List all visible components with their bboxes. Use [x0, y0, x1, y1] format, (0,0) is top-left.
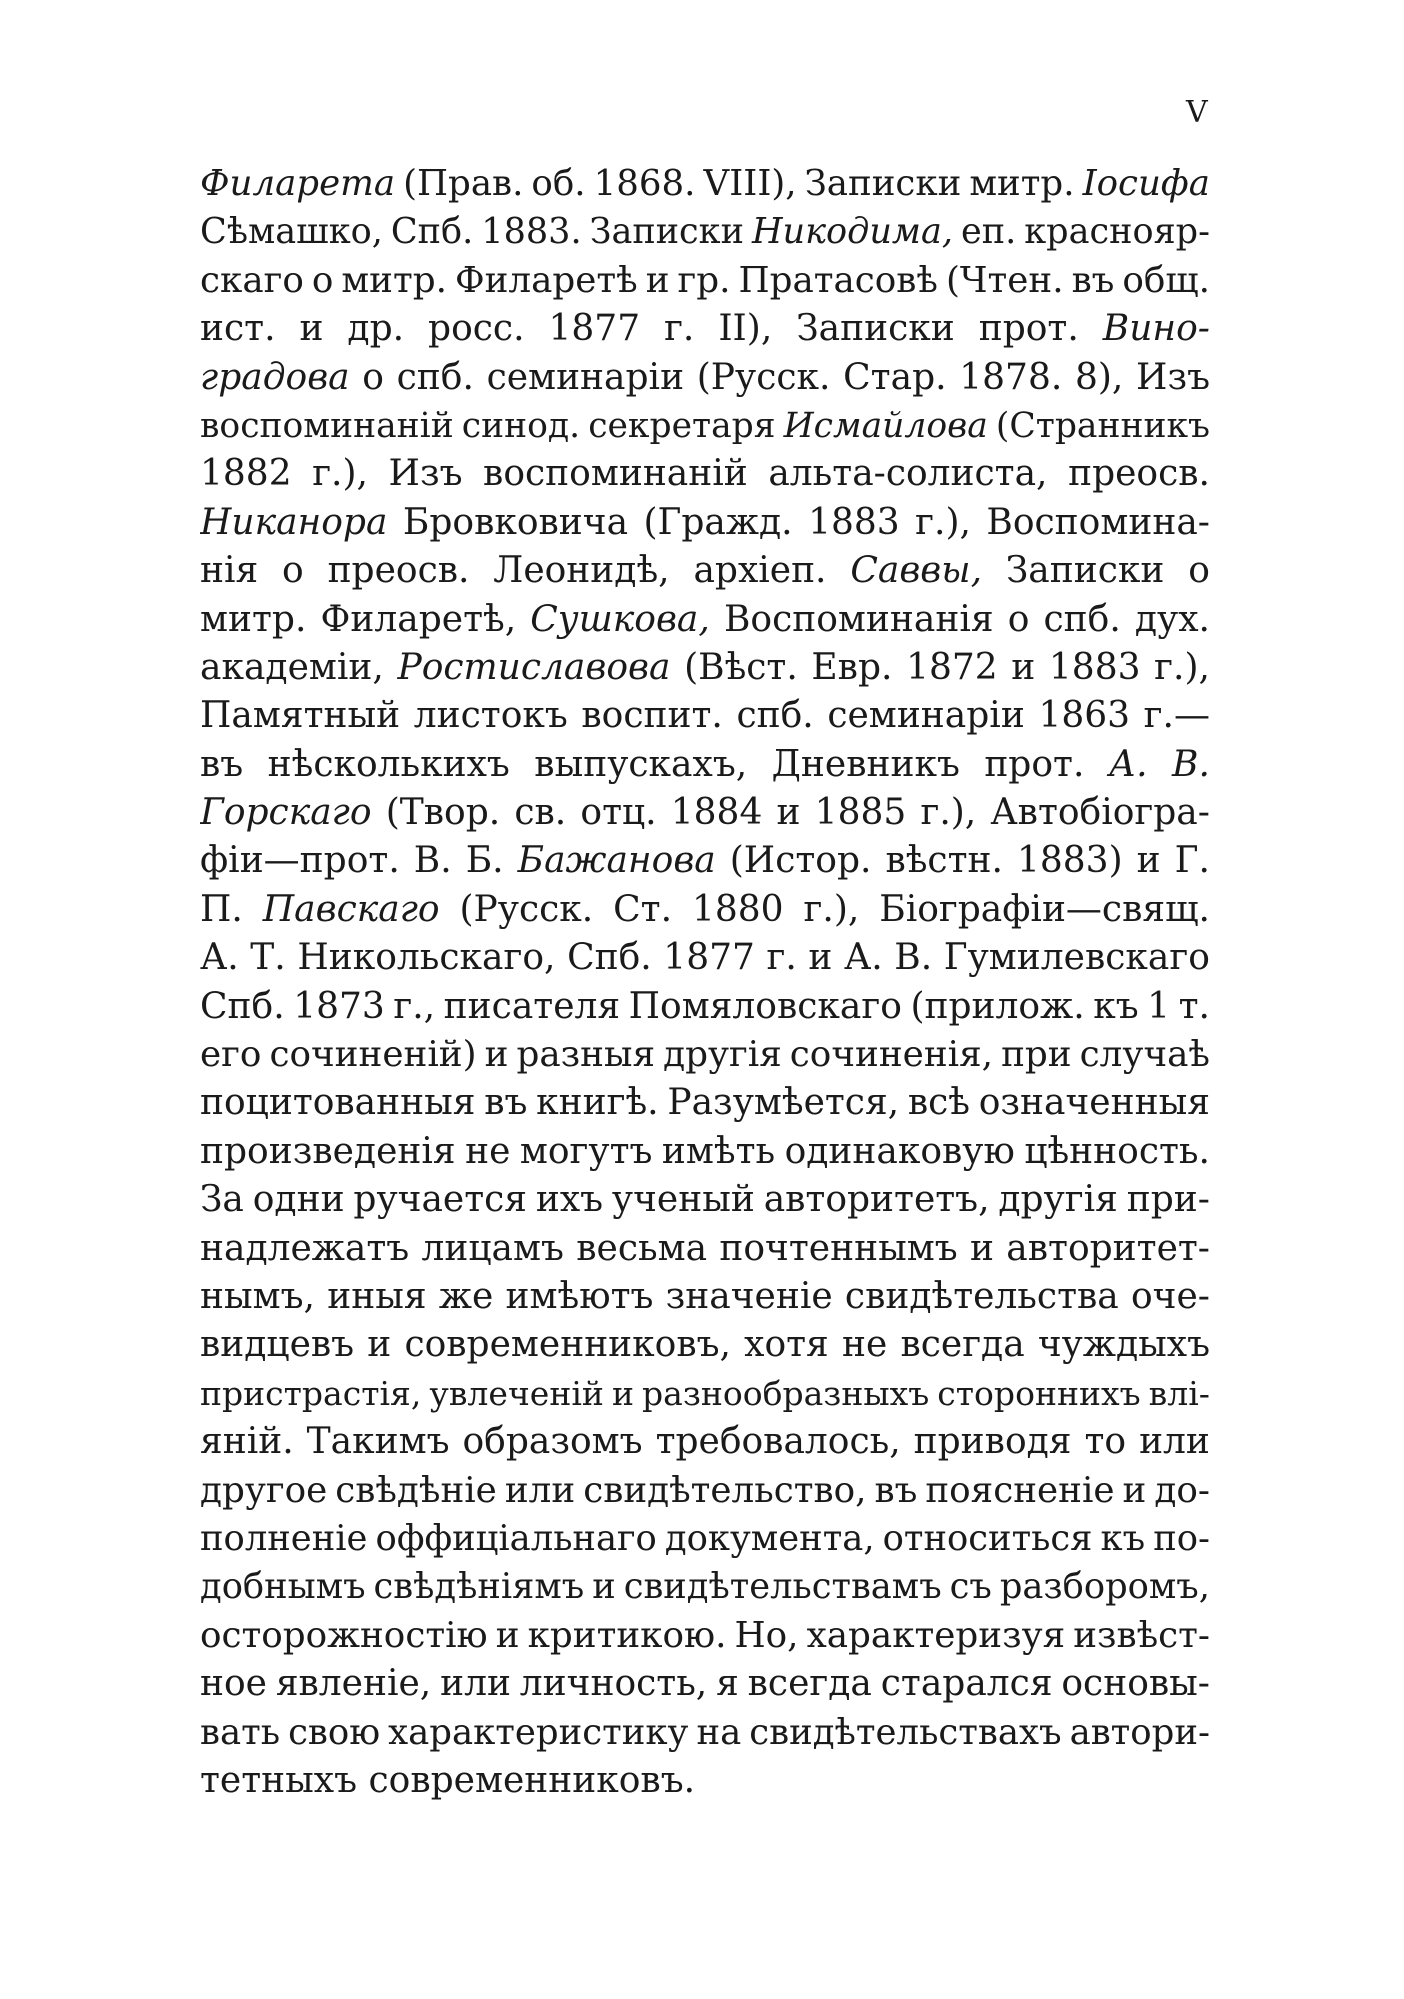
word: могутъ — [519, 1130, 653, 1172]
word: ручается — [353, 1179, 528, 1221]
word: свою — [288, 1711, 381, 1753]
word: В. — [894, 937, 933, 979]
word: одинаковую — [784, 1130, 1015, 1172]
word: и — [1136, 840, 1161, 882]
italic-word: В. — [1172, 743, 1210, 785]
word: къ — [1093, 985, 1139, 1027]
word: весьма — [576, 1227, 708, 1269]
word: всѣ — [907, 1082, 970, 1124]
word: въ — [1071, 259, 1115, 301]
word: выпускахъ, — [534, 743, 748, 785]
word: другія — [998, 1179, 1118, 1221]
word: 1868. — [593, 163, 696, 204]
text-line — [200, 1563, 1210, 1611]
word: Филаретѣ — [454, 259, 638, 301]
word: П. — [200, 888, 243, 930]
word: влі- — [1148, 1373, 1210, 1413]
text-line — [200, 450, 1210, 498]
text-line — [200, 1225, 1210, 1273]
italic-word: Вино- — [1102, 308, 1210, 350]
word: 1885 — [814, 792, 907, 834]
text-line — [200, 983, 1210, 1031]
word: и — [776, 792, 801, 834]
italic-word: Никанора — [200, 501, 388, 543]
text-line — [200, 1467, 1210, 1515]
word: и — [808, 937, 833, 979]
word: (Русск. — [459, 888, 594, 930]
word: видцевъ — [200, 1324, 355, 1366]
word: Разумѣется, — [667, 1082, 900, 1124]
word: надлежатъ — [200, 1227, 410, 1269]
word: увлеченій — [429, 1373, 604, 1413]
word: А. — [843, 937, 883, 979]
text-line — [200, 1612, 1210, 1660]
word: (Гражд. — [643, 501, 793, 543]
word: г.), — [1154, 646, 1210, 688]
word: Бровковича — [402, 501, 629, 543]
text-line — [200, 596, 1210, 644]
word: свидѣтельствахъ — [749, 1711, 1062, 1753]
word: вѣстн. — [885, 840, 1003, 882]
word: Никольскаго, — [297, 937, 556, 979]
word: разнообразныхъ — [642, 1373, 930, 1413]
word: и — [1122, 1469, 1147, 1511]
word: характеристику — [388, 1711, 689, 1753]
word: (прилож. — [910, 985, 1085, 1027]
text-line — [200, 837, 1210, 885]
text-line — [200, 305, 1210, 353]
text-line — [200, 1660, 1210, 1708]
word: критикою. — [527, 1614, 727, 1656]
word: ихъ — [535, 1179, 604, 1221]
text-line — [200, 741, 1210, 789]
page-number: V — [1186, 95, 1208, 130]
italic-word: Филарета — [200, 163, 396, 204]
text-line — [200, 1176, 1210, 1224]
word: Но, — [734, 1614, 799, 1656]
word: (Вѣст. — [684, 646, 798, 688]
word: г. — [766, 937, 797, 979]
word: 1883 — [1048, 646, 1141, 688]
word: при — [1001, 1034, 1072, 1076]
word: и — [367, 1324, 392, 1366]
text-line — [200, 547, 1210, 595]
word: Біографіи—свящ. — [879, 888, 1210, 930]
word: извѣст- — [1073, 1614, 1210, 1656]
word: поцитованныя — [200, 1082, 476, 1124]
word: современниковъ. — [368, 1759, 696, 1801]
word: къ — [1100, 1517, 1146, 1559]
text-line — [200, 354, 1210, 402]
word: и — [645, 259, 670, 301]
word: книгѣ. — [536, 1082, 659, 1124]
word: старался — [880, 1663, 1053, 1705]
word: А. — [200, 937, 239, 979]
word: об. — [531, 163, 586, 204]
word: всегда — [900, 1324, 1025, 1366]
word: и — [1011, 646, 1036, 688]
word: В. — [413, 840, 452, 882]
word: митр. — [200, 598, 307, 640]
word: или — [440, 1663, 511, 1705]
word: разныя — [516, 1034, 656, 1076]
text-line — [200, 1709, 1210, 1757]
word: митр. — [341, 259, 447, 301]
word: 1883. — [481, 211, 582, 253]
word: секретаря — [588, 405, 776, 446]
text-line — [200, 499, 1210, 547]
word: другія — [663, 1034, 782, 1076]
word: личность, — [519, 1663, 708, 1705]
word: имѣть — [661, 1130, 776, 1172]
word: 1873 — [293, 985, 385, 1027]
word: автори- — [1069, 1711, 1210, 1753]
text-line — [200, 208, 1210, 256]
word: альта-солиста, — [768, 453, 1048, 495]
text-line — [200, 789, 1210, 837]
word: За — [200, 1179, 244, 1221]
italic-word: Ростиславова — [397, 646, 671, 688]
text-line — [200, 1273, 1210, 1321]
word: 1883) — [1016, 840, 1123, 882]
word: преосв. — [1068, 453, 1210, 495]
word: разборомъ, — [999, 1566, 1210, 1608]
italic-word: градова — [200, 356, 350, 398]
word: (Русск. — [696, 356, 831, 398]
word: ное — [200, 1663, 267, 1705]
word: поясненіе — [925, 1469, 1115, 1511]
word: общ. — [1122, 259, 1210, 301]
word: 1877 — [663, 937, 755, 979]
word: оффиціальнаго — [375, 1517, 657, 1559]
word: архіеп. — [693, 550, 827, 592]
word: свѣдѣніямъ — [373, 1566, 585, 1608]
word: 1863 — [1038, 695, 1131, 737]
text-line — [200, 1321, 1210, 1369]
word: писателя — [443, 985, 621, 1027]
word: Записки — [589, 211, 744, 253]
word: дух. — [1134, 598, 1210, 640]
word: его — [200, 1034, 262, 1076]
word: VIII), — [703, 163, 797, 204]
word: авторитетъ, — [763, 1179, 990, 1221]
word: добнымъ — [200, 1566, 366, 1608]
word: почтеннымъ — [719, 1227, 958, 1269]
word: синод. — [461, 405, 581, 446]
word: 1872 — [906, 646, 998, 688]
word: и — [484, 1034, 509, 1076]
word: воспит. — [581, 695, 723, 737]
word: воспоминаній — [200, 405, 454, 446]
word: не — [465, 1130, 511, 1172]
word: нія — [200, 550, 259, 592]
word: 1 — [1147, 985, 1171, 1027]
word: 1877 — [548, 308, 641, 350]
word: т. — [1178, 985, 1210, 1027]
word: г. — [664, 308, 695, 350]
italic-word: Іосифа — [1082, 163, 1210, 204]
word: Воспомина- — [986, 501, 1210, 543]
word: г.— — [1143, 695, 1210, 737]
word: (Прав. — [403, 163, 524, 204]
word: современниковъ, — [404, 1324, 731, 1366]
word: имѣютъ — [505, 1275, 654, 1317]
word: спб. — [736, 695, 814, 737]
word: о — [1188, 550, 1210, 592]
word: 1883 — [808, 501, 900, 543]
word: семинаріи — [827, 695, 1025, 737]
word: Б. — [465, 840, 504, 882]
italic-word: Исмайлова — [783, 405, 988, 446]
word: ист. — [200, 308, 276, 350]
text-line — [200, 257, 1210, 305]
word: г., — [393, 985, 436, 1027]
word: въ — [484, 1082, 528, 1124]
word: спб. — [396, 356, 474, 398]
word: Дневникъ — [771, 743, 960, 785]
word: оче- — [1130, 1275, 1210, 1317]
word: означенныя — [978, 1082, 1210, 1124]
word: 1878. — [959, 356, 1063, 398]
text-line — [200, 1370, 1210, 1418]
text-line — [200, 692, 1210, 740]
word: Записки — [804, 163, 962, 204]
word: Помяловскаго — [628, 985, 902, 1027]
word: (Твор. — [385, 792, 501, 834]
word: о — [282, 550, 304, 592]
word: Спб. — [390, 211, 474, 253]
word: явленіе, — [275, 1663, 432, 1705]
word: до- — [1154, 1469, 1210, 1511]
word: Ст. — [613, 888, 673, 930]
text-line — [200, 1031, 1210, 1079]
word: семинаріи — [486, 356, 685, 398]
word: Спб. — [567, 937, 652, 979]
word: и — [611, 1373, 634, 1413]
body-text — [200, 160, 1210, 1805]
text-line — [200, 402, 1210, 450]
word: г.), — [803, 888, 860, 930]
text-line — [200, 1757, 1210, 1805]
text-line — [200, 1515, 1210, 1563]
word: съ — [949, 1566, 992, 1608]
word: воспоминаній — [483, 453, 748, 495]
word: Записки — [796, 308, 955, 350]
word: свидѣтельствамъ — [623, 1566, 942, 1608]
word: скаго — [200, 259, 304, 301]
text-line — [200, 1128, 1210, 1176]
word: на — [696, 1711, 742, 1753]
word: академіи, — [200, 646, 384, 688]
word: или — [1139, 1421, 1210, 1463]
word: и — [969, 1227, 994, 1269]
word: Автобіогра- — [990, 792, 1210, 834]
word: при- — [1126, 1179, 1210, 1221]
word: въ — [200, 743, 244, 785]
text-line — [200, 1079, 1210, 1127]
word: ученый — [611, 1179, 755, 1221]
word: по- — [1153, 1517, 1210, 1559]
word: авторитет- — [1006, 1227, 1210, 1269]
word: краснояр- — [1024, 211, 1210, 253]
word: свидѣтельства — [844, 1275, 1119, 1317]
word: же — [438, 1275, 494, 1317]
word: Пратасовѣ — [738, 259, 938, 301]
word: (Истор. — [729, 840, 872, 882]
word: въ — [874, 1469, 918, 1511]
word: стороннихъ — [937, 1373, 1141, 1413]
text-line — [200, 1418, 1210, 1466]
word: II), — [718, 308, 773, 350]
word: основы- — [1061, 1663, 1210, 1705]
word: Г. — [1174, 840, 1210, 882]
word: или — [504, 1469, 576, 1511]
italic-word: Никодима, — [751, 211, 953, 253]
word: Воспоминанія — [723, 598, 994, 640]
word: Памятный — [200, 695, 401, 737]
word: документа, — [664, 1517, 875, 1559]
word: цѣнность. — [1024, 1130, 1210, 1172]
word: всегда — [747, 1663, 872, 1705]
word: яній. — [200, 1421, 294, 1463]
word: г.), — [312, 453, 368, 495]
word: г.), — [920, 792, 977, 834]
word: произведенія — [200, 1130, 456, 1172]
word: Сѣмашко, — [200, 211, 383, 253]
word: образомъ — [462, 1421, 643, 1463]
word: не — [841, 1324, 888, 1366]
word: еп. — [961, 211, 1017, 253]
word: пристрастія, — [200, 1373, 422, 1413]
word: Спб. — [200, 985, 285, 1027]
word: вать — [200, 1711, 281, 1753]
word: другое — [200, 1469, 328, 1511]
word: иныя — [327, 1275, 427, 1317]
word: нымъ, — [200, 1275, 315, 1317]
word: митр. — [969, 163, 1075, 204]
word: приводя — [913, 1421, 1072, 1463]
word: хотя — [744, 1324, 829, 1366]
word: и — [592, 1566, 616, 1608]
word: фіи—прот. — [200, 840, 400, 882]
word: 8), — [1074, 356, 1124, 398]
italic-word: Павскаго — [262, 888, 440, 930]
word: прот. — [984, 743, 1085, 785]
word: Изъ — [388, 453, 463, 495]
word: Евр. — [811, 646, 893, 688]
word: сочиненія, — [789, 1034, 994, 1076]
word: и — [495, 1614, 520, 1656]
word: я — [716, 1663, 739, 1705]
word: о — [362, 356, 384, 398]
word: случаѣ — [1079, 1034, 1210, 1076]
word: то — [1084, 1421, 1127, 1463]
word: 1882 — [200, 453, 292, 495]
word: Такимъ — [306, 1421, 450, 1463]
word: преосв. — [327, 550, 470, 592]
word: прот. — [978, 308, 1079, 350]
word: требовалось, — [655, 1421, 901, 1463]
word: нѣсколькихъ — [267, 743, 510, 785]
word: лицамъ — [421, 1227, 564, 1269]
word: росс. — [428, 308, 525, 350]
word: о — [311, 259, 334, 301]
italic-word: Саввы, — [850, 550, 983, 592]
word: Леонидѣ, — [493, 550, 670, 592]
word: характеризуя — [806, 1614, 1066, 1656]
word: свѣдѣніе — [335, 1469, 497, 1511]
word: (Странникъ — [995, 405, 1210, 446]
word: и — [299, 308, 324, 350]
word: др. — [347, 308, 405, 350]
word: Т. — [250, 937, 286, 979]
text-line — [200, 644, 1210, 692]
word: осторожностію — [200, 1614, 488, 1656]
word: г.), — [915, 501, 971, 543]
word: листокъ — [413, 695, 568, 737]
word: отц. — [580, 792, 657, 834]
word: (Чтен. — [945, 259, 1064, 301]
word: Стар. — [843, 356, 947, 398]
word: Гумилевскаго — [943, 937, 1210, 979]
word: сочиненій) — [269, 1034, 477, 1076]
word: св. — [514, 792, 567, 834]
word: свидѣтельство, — [583, 1469, 867, 1511]
italic-word: Бажанова — [517, 840, 716, 882]
word: гр. — [677, 259, 731, 301]
word: Изъ — [1136, 356, 1210, 398]
word: 1880 — [691, 888, 784, 930]
word: чуждыхъ — [1037, 1324, 1210, 1366]
word: относиться — [882, 1517, 1093, 1559]
text-line — [200, 160, 1210, 208]
text-line — [200, 886, 1210, 934]
word: Филаретѣ, — [320, 598, 517, 640]
word: спб. — [1043, 598, 1121, 640]
word: о — [1007, 598, 1030, 640]
word: Записки — [1005, 550, 1165, 592]
italic-word: Горскаго — [200, 792, 372, 834]
word: тетныхъ — [200, 1759, 357, 1801]
italic-word: А. — [1108, 743, 1148, 785]
text-line — [200, 934, 1210, 982]
word: 1884 — [670, 792, 763, 834]
word: значеніе — [665, 1275, 833, 1317]
word: одни — [252, 1179, 345, 1221]
italic-word: Сушкова, — [530, 598, 710, 640]
word: полненіе — [200, 1517, 368, 1559]
